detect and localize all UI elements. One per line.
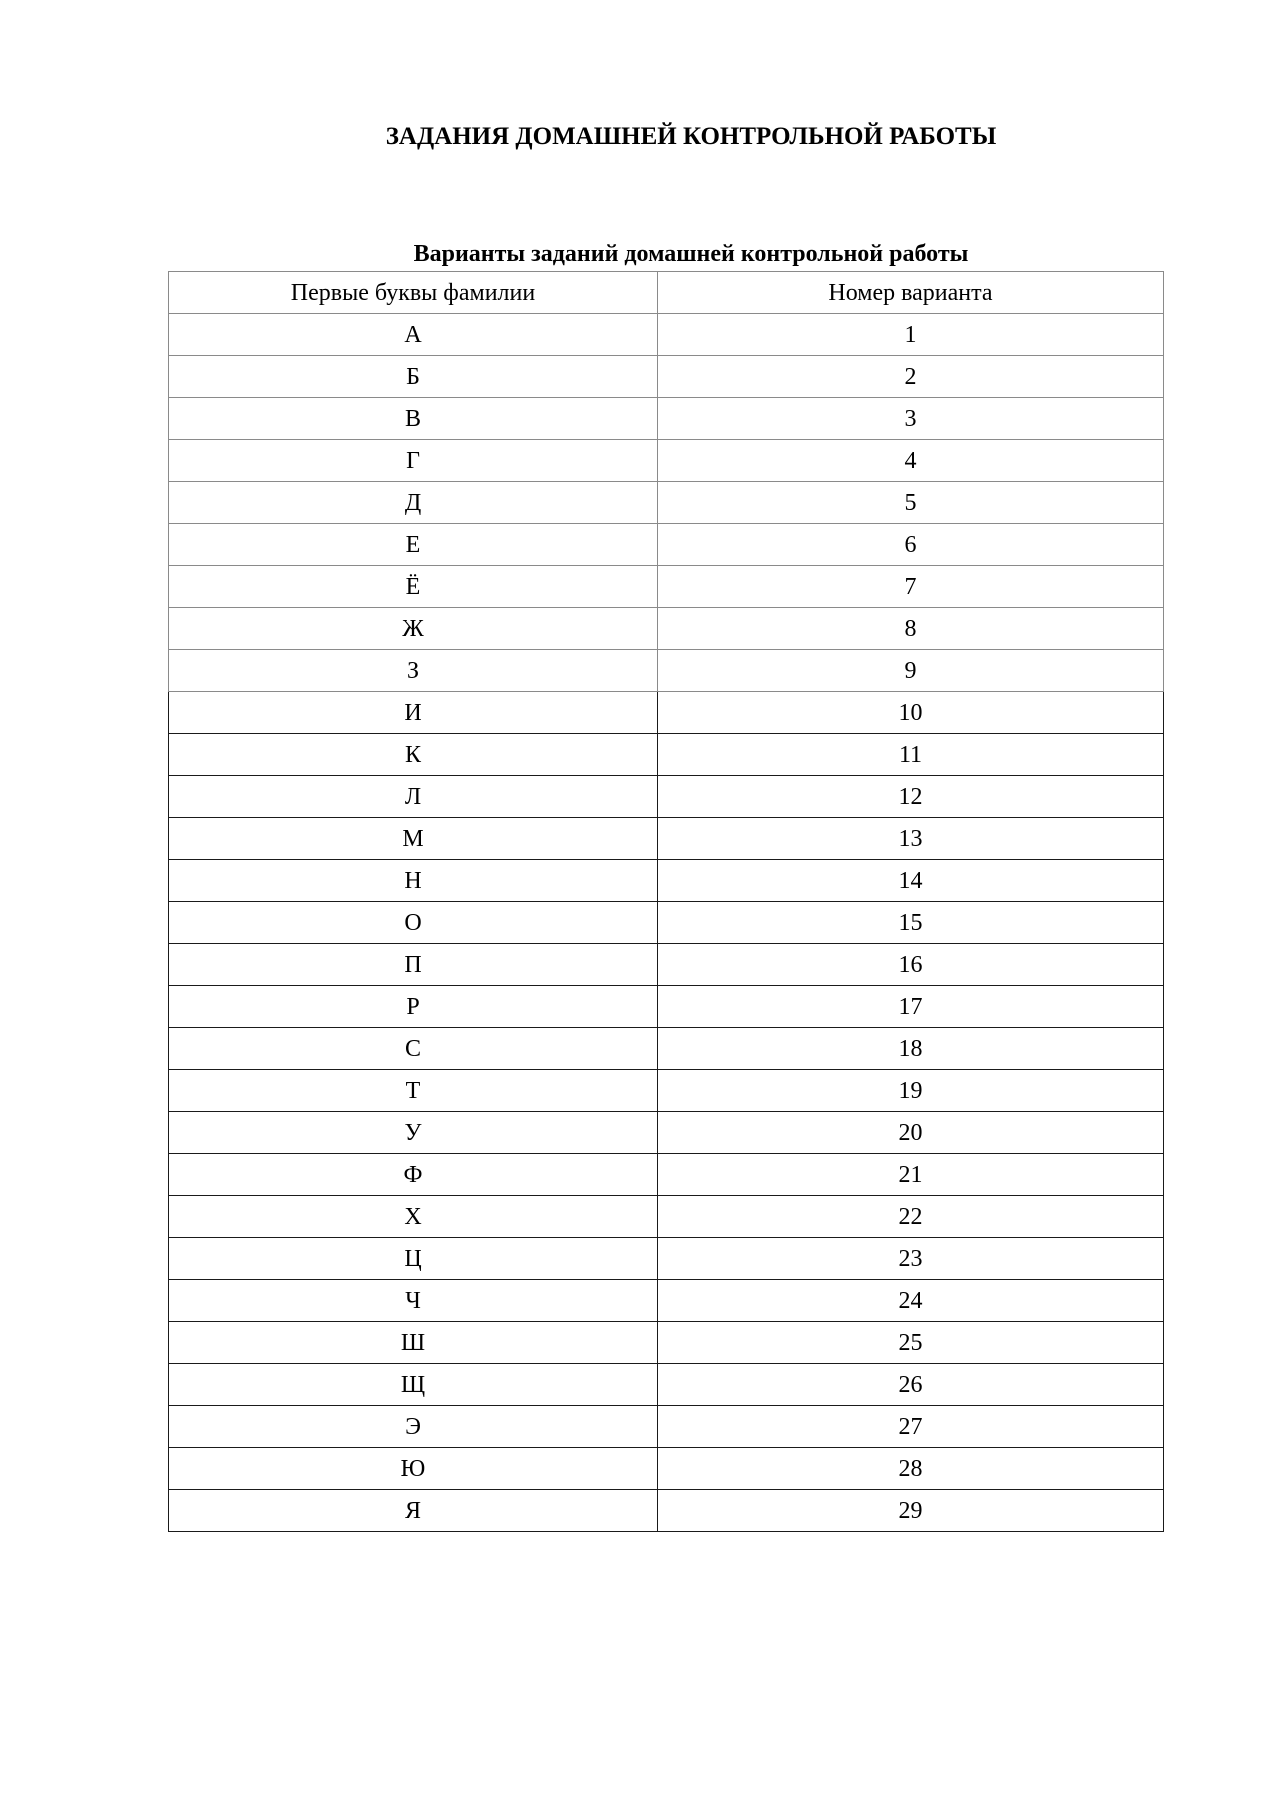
table-row (169, 650, 1164, 692)
cell-variant-number: 26 (658, 1364, 1164, 1406)
table-body (169, 314, 1164, 1532)
cell-variant-number: 22 (658, 1196, 1164, 1238)
table-row (169, 398, 1164, 440)
table-row (169, 1154, 1164, 1196)
table-row (169, 1028, 1164, 1070)
cell-surname-letter: К (169, 734, 658, 776)
cell-surname-letter: В (169, 398, 658, 440)
cell-surname-letter: Ч (169, 1280, 658, 1322)
cell-surname-letter: Г (169, 440, 658, 482)
table-row (169, 734, 1164, 776)
cell-variant-number: 7 (658, 566, 1164, 608)
cell-variant-number: 4 (658, 440, 1164, 482)
cell-variant-number: 17 (658, 986, 1164, 1028)
table-header-row (169, 272, 1164, 314)
cell-surname-letter: О (169, 902, 658, 944)
cell-surname-letter: Е (169, 524, 658, 566)
cell-variant-number: 10 (658, 692, 1164, 734)
cell-surname-letter: Д (169, 482, 658, 524)
cell-surname-letter: Э (169, 1406, 658, 1448)
cell-variant-number: 28 (658, 1448, 1164, 1490)
table-row (169, 944, 1164, 986)
cell-variant-number: 13 (658, 818, 1164, 860)
cell-surname-letter: Ё (169, 566, 658, 608)
document-title: ЗАДАНИЯ ДОМАШНЕЙ КОНТРОЛЬНОЙ РАБОТЫ (385, 123, 997, 150)
cell-variant-number: 9 (658, 650, 1164, 692)
cell-variant-number: 25 (658, 1322, 1164, 1364)
cell-surname-letter: Ш (169, 1322, 658, 1364)
table-row (169, 1112, 1164, 1154)
cell-surname-letter: И (169, 692, 658, 734)
cell-surname-letter: Т (169, 1070, 658, 1112)
cell-variant-number: 20 (658, 1112, 1164, 1154)
cell-surname-letter: А (169, 314, 658, 356)
cell-surname-letter: Б (169, 356, 658, 398)
cell-surname-letter: Н (169, 860, 658, 902)
table-row (169, 566, 1164, 608)
table-row (169, 440, 1164, 482)
table-row (169, 524, 1164, 566)
cell-variant-number: 29 (658, 1490, 1164, 1532)
table-row (169, 902, 1164, 944)
cell-surname-letter: Х (169, 1196, 658, 1238)
table-row (169, 1196, 1164, 1238)
cell-surname-letter: З (169, 650, 658, 692)
cell-surname-letter: Я (169, 1490, 658, 1532)
cell-variant-number: 16 (658, 944, 1164, 986)
table-row (169, 1280, 1164, 1322)
cell-surname-letter: С (169, 1028, 658, 1070)
table-row (169, 860, 1164, 902)
cell-surname-letter: Щ (169, 1364, 658, 1406)
cell-surname-letter: П (169, 944, 658, 986)
table-row (169, 1322, 1164, 1364)
table-row (169, 356, 1164, 398)
variants-table (168, 271, 1164, 1532)
cell-variant-number: 5 (658, 482, 1164, 524)
cell-variant-number: 23 (658, 1238, 1164, 1280)
cell-variant-number: 1 (658, 314, 1164, 356)
cell-surname-letter: Ф (169, 1154, 658, 1196)
cell-variant-number: 11 (658, 734, 1164, 776)
table-row (169, 608, 1164, 650)
cell-surname-letter: У (169, 1112, 658, 1154)
table-row (169, 776, 1164, 818)
cell-surname-letter: Л (169, 776, 658, 818)
table-row (169, 1448, 1164, 1490)
cell-variant-number: 6 (658, 524, 1164, 566)
cell-surname-letter: Ж (169, 608, 658, 650)
table-row (169, 314, 1164, 356)
table-row (169, 1070, 1164, 1112)
cell-surname-letter: Ю (169, 1448, 658, 1490)
cell-surname-letter: М (169, 818, 658, 860)
cell-variant-number: 2 (658, 356, 1164, 398)
cell-variant-number: 18 (658, 1028, 1164, 1070)
cell-variant-number: 24 (658, 1280, 1164, 1322)
table-caption: Варианты заданий домашней контрольной работы (413, 241, 969, 267)
cell-variant-number: 12 (658, 776, 1164, 818)
cell-variant-number: 19 (658, 1070, 1164, 1112)
cell-variant-number: 27 (658, 1406, 1164, 1448)
table-row (169, 1364, 1164, 1406)
table-row (169, 1238, 1164, 1280)
cell-surname-letter: Ц (169, 1238, 658, 1280)
header-variant-number: Номер варианта (658, 272, 1164, 314)
header-surname-letters: Первые буквы фамилии (169, 272, 658, 314)
cell-variant-number: 14 (658, 860, 1164, 902)
table-row (169, 986, 1164, 1028)
cell-variant-number: 8 (658, 608, 1164, 650)
cell-variant-number: 15 (658, 902, 1164, 944)
cell-variant-number: 21 (658, 1154, 1164, 1196)
table-row (169, 692, 1164, 734)
table-row (169, 1490, 1164, 1532)
table-row (169, 482, 1164, 524)
table-row (169, 818, 1164, 860)
cell-variant-number: 3 (658, 398, 1164, 440)
cell-surname-letter: Р (169, 986, 658, 1028)
table-row (169, 1406, 1164, 1448)
